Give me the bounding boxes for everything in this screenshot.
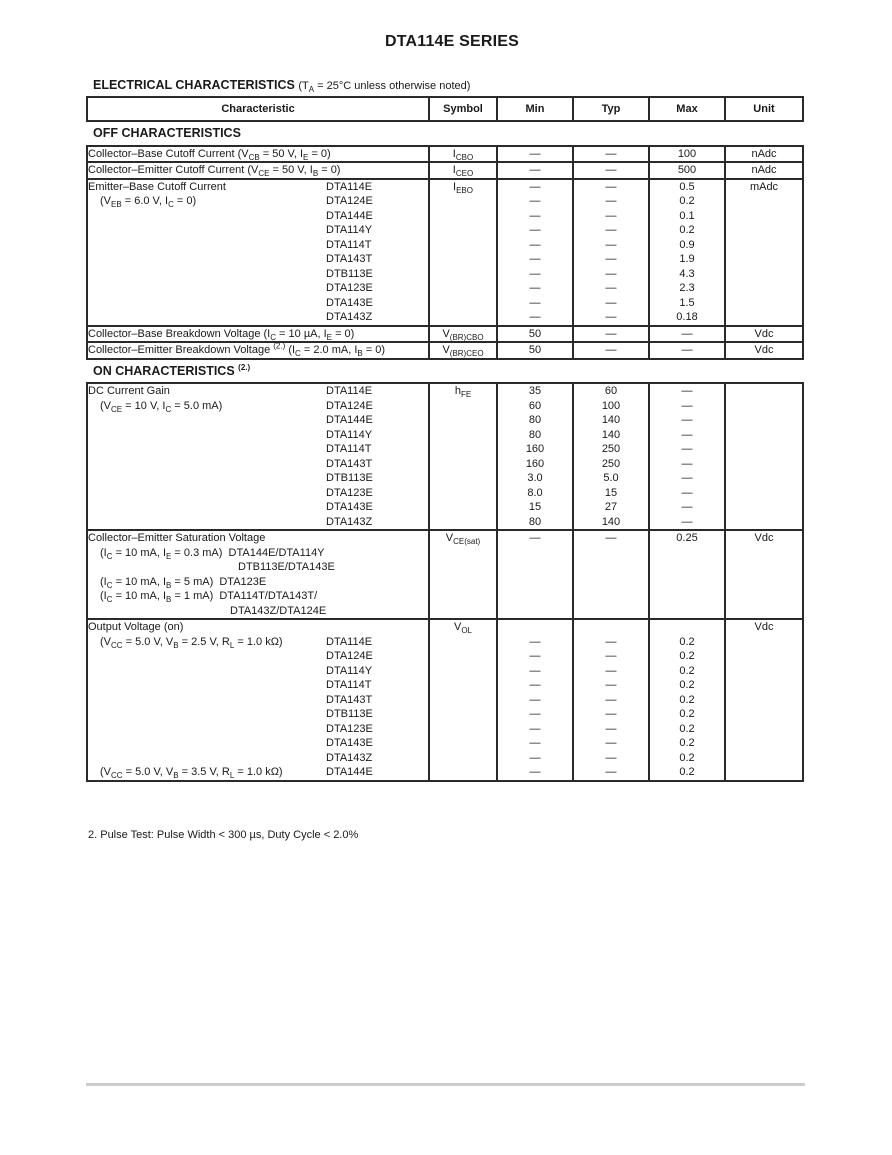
unit-cell: mAdc xyxy=(725,179,803,326)
table-row xyxy=(87,146,803,163)
symbol-cell: $V_{CE(sat)}$ xyxy=(429,530,497,619)
typ-cell: — xyxy=(573,326,649,343)
max-cell: 100 xyxy=(649,146,725,163)
typ-cell: 60 100 140 140 250 250 5.0 15 27 140 xyxy=(573,383,649,530)
off-characteristics-title: OFF CHARACTERISTICS xyxy=(87,121,803,146)
characteristic-vbrceo: Collector–Emitter Breakdown Voltage $^{(2.)}$ ($I_C = 2.0$ mA, $I_B = 0$) xyxy=(87,342,429,359)
min-cell: — xyxy=(497,530,573,619)
table-row xyxy=(87,383,803,530)
min-cell: 50 xyxy=(497,326,573,343)
section-heading-condition: ($T_A = 25^\circ C$ unless otherwise noted) xyxy=(298,80,471,94)
symbol-cell: $I_{CBO}$ xyxy=(429,146,497,163)
footer-rule xyxy=(86,1083,805,1086)
header-min: Min xyxy=(497,97,573,121)
device-list: DTA114E DTA124E DTA144E DTA114Y DTA114T DTA143T DTB113E DTA123E DTA143E DTA143Z xyxy=(326,180,373,323)
header-symbol: Symbol xyxy=(429,97,497,121)
max-cell: 0.25 xyxy=(649,530,725,619)
electrical-characteristics-table xyxy=(86,96,804,782)
table-row xyxy=(87,342,803,359)
max-cell: — xyxy=(649,326,725,343)
characteristic-hfe: DC Current Gain ($V_{CE} = 10$ V, $I_C = 5.0$ mA) DTA114E DTA124E DTA144E DTA114Y DTA114T DTA143T DTB113E DTA123E DTA143E DTA143Z xyxy=(87,383,429,530)
device-list: DTA114E DTA124E DTA144E DTA114Y DTA114T DTA143T DTB113E DTA123E DTA143E DTA143Z xyxy=(326,385,373,528)
unit-cell: Vdc xyxy=(725,619,803,781)
symbol-cell: $V_{(BR)CEO}$ xyxy=(429,342,497,359)
min-cell: 50 xyxy=(497,342,573,359)
symbol-cell: $I_{CEO}$ xyxy=(429,162,497,179)
typ-cell: — xyxy=(573,146,649,163)
unit-cell xyxy=(725,383,803,530)
unit-cell: nAdc xyxy=(725,162,803,179)
table-row xyxy=(87,530,803,619)
min-cell: — xyxy=(497,146,573,163)
device-list: DTA114E DTA124E DTA114Y DTA114T DTA143T DTB113E DTA123E DTA143E DTA143Z DTA144E xyxy=(326,635,373,778)
characteristic-iceo: Collector–Emitter Cutoff Current ($V_{CE} = 50$ V, $I_B = 0$) xyxy=(87,162,429,179)
typ-cell: — — — — — — — — — — xyxy=(573,179,649,326)
table-header-row xyxy=(87,97,803,121)
typ-cell: — xyxy=(573,162,649,179)
min-cell: — — — — — — — — — — xyxy=(497,179,573,326)
table-row xyxy=(87,179,803,326)
on-characteristics-section xyxy=(87,359,803,384)
header-unit: Unit xyxy=(725,97,803,121)
symbol-cell: $I_{EBO}$ xyxy=(429,179,497,326)
footnote: 2. Pulse Test: Pulse Width < 300 µs, Duty Cycle < 2.0% xyxy=(88,829,359,841)
characteristic-vcesat: Collector–Emitter Saturation Voltage ($I_C = 10$ mA, $I_E = 0.3$ mA) DTA144E/DTA114Y DTB113E/DTA143E ($I_C = 10$ mA, $I_B = 5$ mA) DTA123E ($I_C = 10$ mA, $I_B = 1$ mA) DTA114T/DTA143T/ DTA143Z/DTA124E xyxy=(87,530,429,619)
typ-cell: — xyxy=(573,530,649,619)
max-cell: 0.5 0.2 0.1 0.2 0.9 1.9 4.3 2.3 1.5 0.18 xyxy=(649,179,725,326)
unit-cell: Vdc xyxy=(725,530,803,619)
max-cell: 500 xyxy=(649,162,725,179)
symbol-cell: $V_{(BR)CBO}$ xyxy=(429,326,497,343)
unit-cell: Vdc xyxy=(725,326,803,343)
table-row xyxy=(87,162,803,179)
unit-cell: nAdc xyxy=(725,146,803,163)
symbol-cell: $h_{FE}$ xyxy=(429,383,497,530)
max-cell: — — — — — — — — — — xyxy=(649,383,725,530)
characteristic-iebo: Emitter–Base Cutoff Current ($V_{EB} = 6.0$ V, $I_C = 0$) DTA114E DTA124E DTA144E DTA114Y DTA114T DTA143T DTB113E DTA123E DTA143E DTA143Z xyxy=(87,179,429,326)
max-cell: — xyxy=(649,342,725,359)
unit-cell: Vdc xyxy=(725,342,803,359)
off-characteristics-section xyxy=(87,121,803,146)
document-title: DTA114E SERIES xyxy=(384,33,520,50)
min-cell: — xyxy=(497,162,573,179)
header-max: Max xyxy=(649,97,725,121)
header-characteristic: Characteristic xyxy=(87,97,429,121)
table-row xyxy=(87,326,803,343)
section-heading-title: ELECTRICAL CHARACTERISTICS xyxy=(93,78,295,92)
header-typ: Typ xyxy=(573,97,649,121)
characteristic-vol: Output Voltage (on) ($V_{CC} = 5.0$ V, $V_B = 2.5$ V, $R_L = 1.0$ kΩ) ($V_{CC} = 5.0$ V, $V_B = 3.5$ V, $R_L = 1.0$ kΩ) DTA114E DTA124E DTA114Y DTA114T DTA143T DTB113E DTA123E DTA143E DTA143Z DTA144E xyxy=(87,619,429,781)
typ-cell: — — — — — — — — — — xyxy=(573,619,649,781)
min-cell: 35 60 80 80 160 160 3.0 8.0 15 80 xyxy=(497,383,573,530)
typ-cell: — xyxy=(573,342,649,359)
characteristic-icbo: Collector–Base Cutoff Current ($V_{CB} = 50$ V, $I_E = 0$) xyxy=(87,146,429,163)
section-heading xyxy=(93,78,470,92)
on-characteristics-title: ON CHARACTERISTICS $^{(2.)}$ xyxy=(87,359,803,384)
max-cell: 0.2 0.2 0.2 0.2 0.2 0.2 0.2 0.2 0.2 0.2 xyxy=(649,619,725,781)
min-cell: — — — — — — — — — — xyxy=(497,619,573,781)
characteristic-vbrcbo: Collector–Base Breakdown Voltage ($I_C = 10$ µA, $I_E = 0$) xyxy=(87,326,429,343)
symbol-cell: $V_{OL}$ xyxy=(429,619,497,781)
table-row xyxy=(87,619,803,781)
